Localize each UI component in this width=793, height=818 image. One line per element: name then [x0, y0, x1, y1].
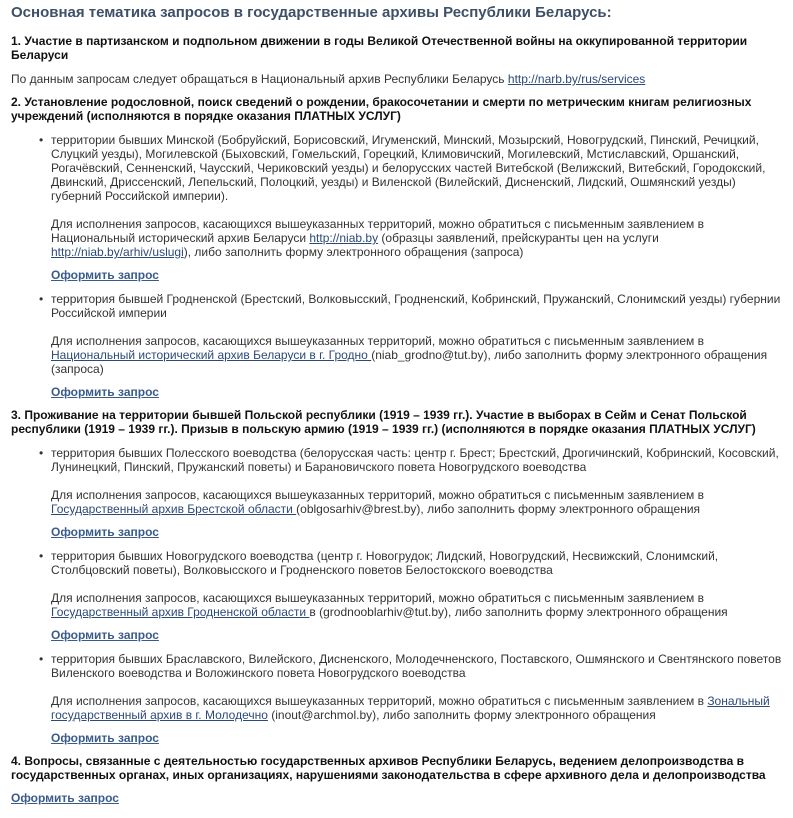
- section-4-title: 4. Вопросы, связанные с деятельностью государственных архивов Республики Беларусь, ведением делопроизводства в государственных органах, иных организациях, нарушениями законодательства в сфере архивного дела и делопроизводства: [11, 754, 766, 782]
- section-2-title: 2. Установление родословной, поиск сведений о рождении, бракосочетании и смерти по метрическим книгам религиозных учреждений (исполняются в порядке оказания ПЛАТНЫХ УСЛУГ): [11, 95, 752, 123]
- bullet-icon: •: [39, 549, 44, 563]
- molodechno-archive-link[interactable]: Зональный государственный архив в г. Молодечно: [51, 694, 770, 722]
- contact-text: [51, 694, 787, 722]
- bullet-icon: •: [39, 133, 44, 147]
- list-item: [11, 549, 787, 642]
- contact-text-part: Для исполнения запросов, касающихся вышеуказанных территорий, можно обратиться с письменным заявлением в Национальный исторический архив Беларуси: [51, 217, 704, 245]
- bullet-icon: •: [39, 652, 44, 666]
- contact-text: [51, 591, 787, 619]
- order-request-link[interactable]: Оформить запрос: [51, 525, 159, 539]
- contact-text-part: Для исполнения запросов, касающихся вышеуказанных территорий, можно обратиться с письменным заявлением в: [51, 334, 704, 348]
- contact-text-part: (inout@archmol.by), либо заполнить форму электронного обращения: [267, 708, 656, 722]
- contact-text: [51, 488, 787, 516]
- niab-uslugi-link[interactable]: http://niab.by/arhiv/uslugi: [51, 245, 184, 259]
- brest-archive-link[interactable]: Государственный архив Брестской области: [51, 502, 297, 516]
- contact-text: [51, 217, 787, 259]
- bullet-icon: •: [39, 446, 44, 460]
- list-item: [11, 446, 787, 539]
- order-request-link[interactable]: Оформить запрос: [51, 731, 159, 745]
- section-1-title: 1. Участие в партизанском и подпольном движении в годы Великой Отечественной войны на оккупированной территории Беларуси: [11, 34, 748, 62]
- section-1-note: [11, 72, 787, 86]
- territory-text: территория бывших Полесского воеводства (белорусская часть: центр г. Брест; Брестский, Дрогичинский, Кобринский, Косовский, Лунинецкий, Пинский, Пружанский поветы) и Барановичского повета Новогрудского воеводства: [51, 446, 779, 474]
- territory-text: территории бывших Минской (Бобруйский, Борисовский, Игуменский, Минский, Мозырский, Новогрудский, Пинский, Речицкий, Слуцкий уезды), Могилевской (Быховский, Гомельский, Горецкий, Климовичский, Могилевский, Мстиславский, Оршанский, Рогачёвский, Сенненский, Чаусский, Чериковский уезды) и белорусских частей Витебской (Велижский, Витебский, Городокский, Двинский, Дриссенский, Лепельский, Полоцкий, уезды) и Виленской (Вилейский, Дисненский, Лидский, Ошмянский уезды) губерний Российской империи).: [51, 133, 766, 203]
- territory-text: территория бывшей Гродненской (Брестский, Волковысский, Гродненский, Кобринский, Пружанский, Слонимский уезды) губернии Российской империи: [51, 292, 781, 320]
- grodno-archive-link[interactable]: Государственный архив Гродненской области: [51, 605, 310, 619]
- section-1: [11, 34, 787, 86]
- contact-text-part: (oblgosarhiv@brest.by), либо заполнить форму электронного обращения: [296, 502, 701, 516]
- section-4-order: [11, 791, 787, 805]
- section-1-note-text: По данным запросам следует обращаться в Национальный архив Республики Беларусь: [11, 72, 508, 86]
- order-request-link[interactable]: Оформить запрос: [51, 268, 159, 282]
- niab-link[interactable]: http://niab.by: [309, 231, 379, 245]
- list-item: [11, 292, 787, 399]
- bullet-icon: •: [39, 292, 44, 306]
- contact-text-part: (niab_grodno@tut.by), либо заполнить форму электронного обращения (запроса): [51, 348, 768, 376]
- contact-text-part: Для исполнения запросов, касающихся вышеуказанных территорий, можно обратиться с письменным заявлением в: [51, 488, 704, 502]
- contact-text: [51, 334, 787, 376]
- territory-text: территория бывших Браславского, Вилейского, Дисненского, Молодечненского, Поставского, Ошмянского и Свентянского поветов Виленского воеводства и Воложинского повета Новогрудского воеводства: [51, 652, 782, 680]
- list-item: [11, 133, 787, 282]
- contact-text-part: (образцы заявлений, прейскуранты цен на услуги: [378, 231, 659, 245]
- section-3-title: 3. Проживание на территории бывшей Польской республики (1919 – 1939 гг.). Участие в выборах в Сейм и Сенат Польской республики (1919 – 1939 гг.). Призыв в польскую армию (1919 – 1939 гг.) (исполняются в порядке оказания ПЛАТНЫХ УСЛУГ): [11, 408, 756, 436]
- niab-grodno-link[interactable]: Национальный исторический архив Беларуси в г. Гродно: [51, 348, 372, 362]
- order-request-link[interactable]: Оформить запрос: [51, 385, 159, 399]
- contact-text-part: ), либо заполнить форму электронного обращения (запроса): [183, 245, 524, 259]
- order-request-link[interactable]: Оформить запрос: [11, 791, 119, 805]
- section-3: [11, 408, 787, 745]
- narb-services-link[interactable]: http://narb.by/rus/services: [507, 72, 646, 86]
- contact-text-part: в (grodnooblarhiv@tut.by), либо заполнить форму электронного обращения: [309, 605, 728, 619]
- order-request-link[interactable]: Оформить запрос: [51, 628, 159, 642]
- list-item: [11, 652, 787, 745]
- territory-text: территория бывших Новогрудского воеводства (центр г. Новогрудок; Лидский, Новогрудский, Несвижский, Слонимский, Столбцовский поветы), Волковысского и Гродненского поветов Белостокского воеводства: [51, 549, 719, 577]
- contact-text-part: Для исполнения запросов, касающихся вышеуказанных территорий, можно обратиться с письменным заявлением в: [51, 694, 708, 708]
- contact-text-part: Для исполнения запросов, касающихся вышеуказанных территорий, можно обратиться с письменным заявлением в: [51, 591, 704, 605]
- section-2: [11, 95, 787, 399]
- section-4: [11, 754, 787, 805]
- page-title: Основная тематика запросов в государственные архивы Республики Беларусь:: [11, 4, 612, 21]
